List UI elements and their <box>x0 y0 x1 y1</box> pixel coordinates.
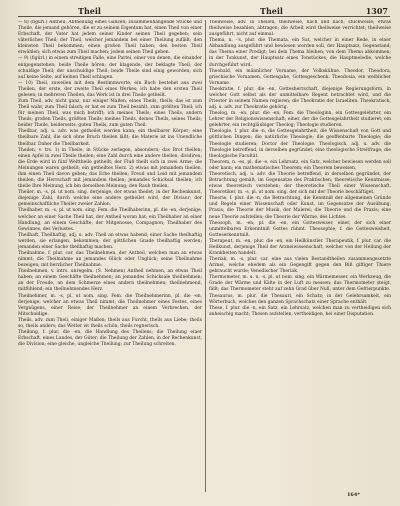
entry-paragraph: Theilweise, adv. in Theilen, theilweise, nach und nach, stückweise; etwas theilweise bezahlen, abtragen; die Arbeit wird theilweise verrichtet; theilweise ausgeführt, nicht auf einmal. <box>209 20 391 38</box>
left-column <box>18 20 202 494</box>
entry-paragraph: Theilnehmer, m. -s, pl. ut nom. sing. Fem. die Theilnehmerinn, pl. die -en, derjenige, welcher an etwas Theil nimmt; die Theilnehmer eines Festes, eines Vergnügens, einer Reise; der Theilnehmer an einem Verbrechen, der Mitschuldige. <box>18 293 202 317</box>
entry-paragraph: Theoretisch, adj. u. adv. die Theorie betreffend, in derselben gegründet, der Betrachtung gemäß, im Gegensatze des Praktischen; theoretische Kenntnisse; etwas theoretisch verstehen; der theoretische Theil einer Wissenschaft. Theoretiker, m. -s, pl. ut nom. sing. der sich mit der Theorie beschäftiget. <box>209 171 391 196</box>
entry-paragraph: Theobald, ein männlicher Vorname, der Volkskühne. Theodor, Theodora, griechische Vornamen, Gottesgabe, Gottesgeschenk. Theodosia, ein weiblicher Vorname. <box>209 68 391 86</box>
column-divider <box>205 20 206 492</box>
entry-paragraph: Therapeut, m. -en, plur. die -en, ein Heilkünstler. Therapeutik, f. plur. car. die Heilkunst, derjenige Theil der Arzneiwissenschaft, welcher von der Heilung der Krankheiten handelt. <box>209 238 391 256</box>
entry-paragraph: Theriak, m. -s, plur. car. eine aus vielen Bestandtheilen zusammengesetzte Arznei, welche ehedem als ein Gegengift gegen den Biß giftiger Thiere gebraucht wurde; Venedischer Theriak. <box>209 257 391 275</box>
entry-paragraph: Thermometer, m. u. n. -s, pl. ut nom. sing. ein Wärmemesser, ein Werkzeug, die Grade der Wärme und Kälte in der Luft zu messen; das Thermometer steigt, fällt; das Thermometer steht auf zehn Grad über Null, unter dem Gefrierpunkte. <box>209 275 391 293</box>
entry-paragraph: Zum Theil, adv. nicht ganz, nur einiger Maßen, eines Theils, theils; das ist zum Theil wahr, zum Theil falsch; er hat es zum Theil bezahlt, zum größten Theil; ich für meinen Theil, was mich betrifft; ich meines Theils; eines Theils, andern Theils; großen Theils, größten Theils; meines Theils, deines Theils, seines Theils; beider Theile, beiderseits; guten Theils, zum guten Theil. <box>18 99 202 129</box>
entry-paragraph: Theilnehmen, v. intrs. unregelm. (S. Nehmen) Antheil nehmen, an etwas Theil haben; an einem Geschäfte theilnehmen; an jemandes Schicksale theilnehmen; an der Freude, an dem Schmerze eines andern theilnehmen; theilnehmend, mitfühlend; ein theilnehmendes Herz. <box>18 269 202 293</box>
signature-mark: 164* <box>346 492 360 498</box>
entry-paragraph: Theilhaft, Theilhaftig, adj. u. adv. Theil an etwas habend; einer Sache theilhaftig werden, sie erlangen, bekommen; der göttlichen Gnade theilhaftig werden; jemanden einer Sache theilhaftig machen. <box>18 232 202 250</box>
header-center-title: Theil <box>260 6 283 16</box>
header-rule <box>18 16 390 17</box>
entry-paragraph: Theilen, v. trs. 1) in Theile, in Stücke zerlegen, absondern; das Brot theilen; einen Apfel in zwei Theile theilen; eine Zahl durch eine andere theilen, dividiren; die Erde wird in fünf Welttheile getheilt; der Fluß theilt sich in zwei Arme; die Meinungen waren getheilt; ein getheiltes Herz. 2) etwas mit jemandem theilen, ihm einen Theil davon geben; das Erbe theilen; Freud und Leid mit jemandem theilen; die Herrschaft mit jemandem theilen; jemandes Schicksal theilen; ich theile Ihre Meinung, ich bin derselben Meinung; den Raub theilen. <box>18 147 202 190</box>
entry-paragraph: Theosoph, m. -en, pl. die -en, ein Gottesweiser, einer, der sich einer unmittelbaren Erkenntniß Gottes rühmt. Theosophie, f. die Gottesweisheit, Gotteserkenntniß. <box>209 220 391 238</box>
header-left-title: Theil <box>78 6 101 16</box>
entry-paragraph: Theolog, m. -en, plur. die -en, Fem. die Theologinn, ein Gottesgelehrter, ein Lehrer der Religionswissenschaft; einer, der die Gottesgelahrtheit studieret; ein gelehrter, ein rechtgläubiger Theolog; Theologie studieren. <box>209 111 391 129</box>
right-column <box>209 20 391 494</box>
entry-paragraph: Theils, adv. zum Theil, einiger Maßen; theils aus Furcht, theils aus Liebe; theils so, theils anders; das Wetter ist theils schön, theils regnerisch. <box>18 317 202 329</box>
entry-paragraph: Theilbar, adj. u. adv. was getheilet werden kann; ein theilbarer Körper; eine theilbare Zahl, die sich ohne Bruch theilen läßt; die Materie ist ins Unendliche theilbar. Daher die Theilbarkeit. <box>18 129 202 147</box>
entry-paragraph: — 10) Theil, zuweilen mit dem Bestimmworte, ein Buch bestehet aus zwei Theilen, der erste, der zweite Theil eines Werkes; ich habe den ersten Theil gelesen; in mehreren Theilen, das Werk ist in drei Theile getheilt. <box>18 80 202 98</box>
entry-paragraph: Theiler, m. -s, pl. ut nom. sing. derjenige, der etwas theilet; in der Rechenkunst, diejenige Zahl, durch welche eine andere getheilet wird, der Divisor; der gemeinschaftliche Theiler zweier Zahlen. <box>18 190 202 208</box>
entry-paragraph: Thesaurus, m. plur. die Thesauri, ein Schatz; in der Gelehrsamkeit, ein Wörterbuch, welches den ganzen Sprachschatz einer Sprache enthält. <box>209 293 391 305</box>
entry-paragraph: — 8) (figürl.) Antheil, Abtheilung eines Ganzen; zusammenhängende Stücke und Theile, die jemand gehören, die er zu seinem Eigentum hat, einen Theil von einer Erbschaft, der Vater hat jedem seiner Kinder seinen Theil gegeben; sein väterliches Theil; der Theil, welcher jemandem bei einer Theilung zufällt; den kleinsten Theil bekommen; einen großen Theil haben; den besten Theil erwählen; sich etwas zum Theil machen; jedem seinen Theil geben. <box>18 20 202 56</box>
entry-paragraph: Theorem, n. -es, pl. die -e, ein Lehrsatz, ein Satz, welcher bewiesen werden soll oder kann; ein mathematisches Theorem; ein Theorem beweisen. <box>209 159 391 171</box>
entry-paragraph: Theilhaber, m. -s, pl. ut nom. sing. Fem. die Theilhaberinn, pl. die -en, derjenige, welcher an einer Sache Theil hat, der Antheil woran hat; ein Theilhaber an einer Handlung, an einem Geschäfte, der Mitgenosse, Compagnon; Theilhaber des Gewinnes, des Verlustes. <box>18 208 202 232</box>
entry-paragraph: Theilung, f. plur. die -en, die Handlung des Theilens; die Theilung einer Erbschaft, eines Landes, der Güter; die Theilung der Zahlen, in der Rechenkunst, die Division; eine gleiche, ungleiche Theilung; zur Theilung schreiten. <box>18 329 202 348</box>
page-number: 1307 <box>365 6 388 16</box>
entry-paragraph: — 9) (figürl.) in einem streitigen Falle, eine Partei, einer von denen, die einander entgegenstehen; beide Theile hören; der klagende, der beklagte Theil; der schuldige Theil; der unschuldige Theil; beide Theile sind einig geworden; sich auf keine Seite, auf keinen Theil schlagen. <box>18 56 202 80</box>
entry-paragraph: Theologie, f. plur. die -n, die Gottesgelahrtheit, die Wissenschaft von Gott und göttlichen Dingen; die natürliche Theologie; die geoffenbarte Theologie; die Theologie studieren; Doctor der Theologie. Theologisch, adj. u. adv. die Theologie betreffend, in derselben gegründet; eine theologische Streitfrage; die theologische Facultät. <box>209 129 391 159</box>
entry-paragraph: Theokratie, f. plur. die -en, Gottesherrschaft, diejenige Regierungsform, in welcher Gott selbst als der unmittelbare Regent betrachtet wird, und die Priester in seinem Namen regieren; die Theokratie der Israeliten. Theokratisch, adj. u. adv. zur Theokratie gehörig. <box>209 86 391 111</box>
entry-paragraph: Thema, n. -'s, plur. die Themata, ein Sat, welcher in einer Rede, in einer Abhandlung ausgeführt und bewiesen werden soll, der Hauptsatz, Gegenstand; das Thema einer Predigt; bei dem Thema bleiben; von dem Thema abkommen; in der Tonkunst, der Hauptsatz eines Tonstückes, die Hauptmelodie, welche durchgeführt wird. <box>209 38 391 68</box>
entry-paragraph: Theorie, f. plur. die -n, die Betrachtung, die Kenntniß der allgemeinen Gründe und Regeln einer Wissenschaft oder Kunst, im Gegensatze der Ausübung, Praxis; die Theorie der Musik, der Malerei; die Theorie und die Praxis; eine neue Theorie aufstellen; die Theorie der Wärme, des Lichtes. <box>209 196 391 220</box>
entry-paragraph: Theilnahme, f. plur. car. das Theilnehmen, der Antheil, welchen man an etwas nimmt; die Theilnahme an jemandes Glück oder Unglück; seine Theilnahme bezeigen; mit herzlicher Theilnahme. <box>18 250 202 269</box>
entry-paragraph: These, f. plur. die -n, ein Satz, ein Lehrsatz, welchen man zu vertheidigen sich anheischig macht; Thesen aufstellen, vertheidigen, bei einer Disputation. <box>209 305 391 317</box>
